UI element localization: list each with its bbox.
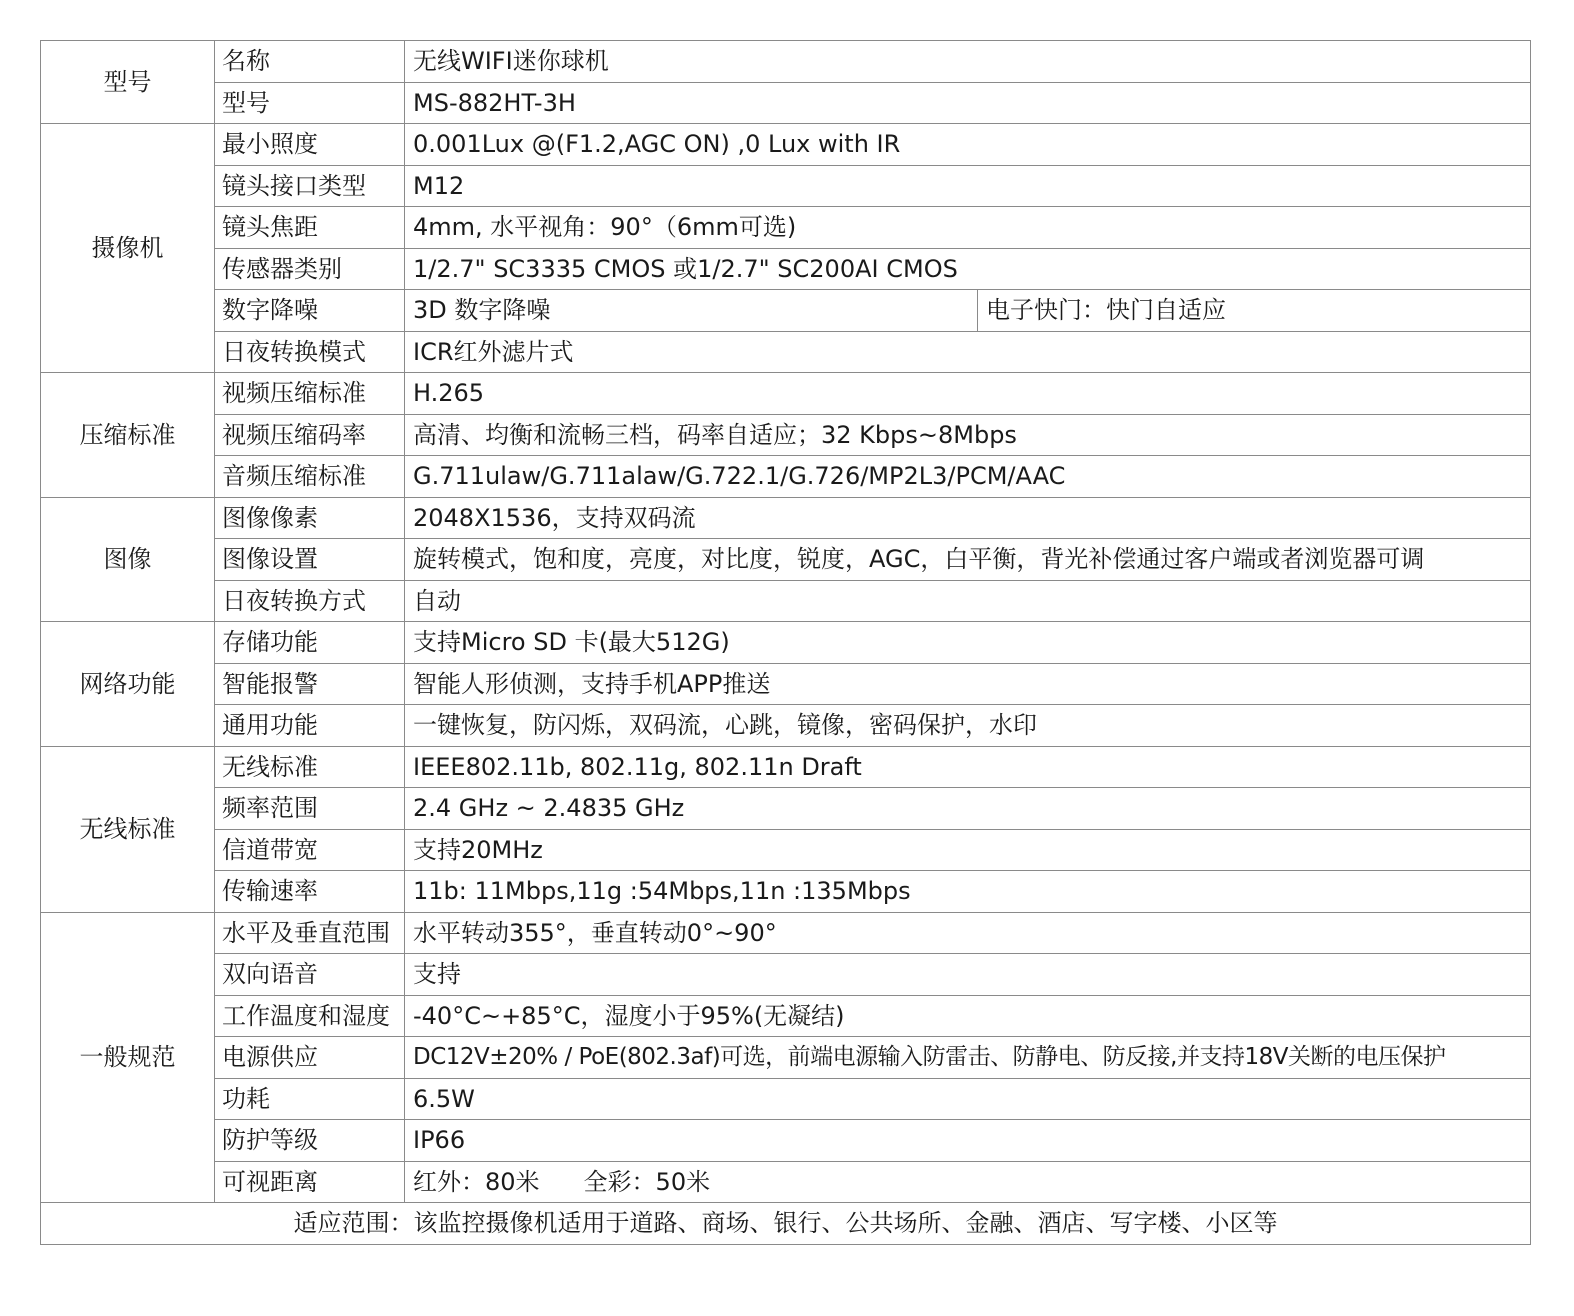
spec-value: ICR红外滤片式: [405, 331, 1531, 373]
table-row: [41, 497, 1531, 539]
table-row: [41, 871, 1531, 913]
spec-label: 型号: [215, 82, 405, 124]
group-label-image: 图像: [41, 497, 215, 622]
spec-label: 日夜转换方式: [215, 580, 405, 622]
table-row: [41, 373, 1531, 415]
spec-label: 日夜转换模式: [215, 331, 405, 373]
spec-value: 高清、均衡和流畅三档，码率自适应；32 Kbps~8Mbps: [405, 414, 1531, 456]
spec-value: 水平转动355°，垂直转动0°~90°: [405, 912, 1531, 954]
table-row: [41, 331, 1531, 373]
spec-value: 6.5W: [405, 1078, 1531, 1120]
spec-value: 一键恢复，防闪烁，双码流，心跳，镜像，密码保护，水印: [405, 705, 1531, 747]
table-row: [41, 995, 1531, 1037]
spec-value: 无线WIFI迷你球机: [405, 41, 1531, 83]
spec-label: 图像设置: [215, 539, 405, 581]
spec-label: 通用功能: [215, 705, 405, 747]
spec-label: 水平及垂直范围: [215, 912, 405, 954]
table-row: [41, 1037, 1531, 1079]
table-row: [41, 663, 1531, 705]
spec-label: 工作温度和湿度: [215, 995, 405, 1037]
table-row: [41, 954, 1531, 996]
table-row: [41, 622, 1531, 664]
spec-label: 名称: [215, 41, 405, 83]
spec-value-distance: [405, 1161, 1531, 1203]
table-row: [41, 165, 1531, 207]
spec-label: 功耗: [215, 1078, 405, 1120]
spec-label: 传感器类别: [215, 248, 405, 290]
spec-label: 存储功能: [215, 622, 405, 664]
spec-value: H.265: [405, 373, 1531, 415]
spec-label: 视频压缩码率: [215, 414, 405, 456]
spec-table: [40, 40, 1531, 1245]
table-row: [41, 1078, 1531, 1120]
spec-label: 双向语音: [215, 954, 405, 996]
spec-value: 支持20MHz: [405, 829, 1531, 871]
spec-value: 3D 数字降噪: [405, 290, 978, 332]
spec-value: 支持: [405, 954, 1531, 996]
spec-label: 图像像素: [215, 497, 405, 539]
spec-value-infrared: 红外：80米: [413, 1167, 540, 1196]
spec-value-extra: 电子快门：快门自适应: [978, 290, 1531, 332]
group-label-compression: 压缩标准: [41, 373, 215, 498]
table-row: [41, 1161, 1531, 1203]
spec-label: 最小照度: [215, 124, 405, 166]
table-row: [41, 829, 1531, 871]
application-scope: 适应范围：该监控摄像机适用于道路、商场、银行、公共场所、金融、酒店、写字楼、小区等: [41, 1203, 1531, 1245]
spec-value: MS-882HT-3H: [405, 82, 1531, 124]
spec-value: -40°C~+85°C，湿度小于95%(无凝结): [405, 995, 1531, 1037]
table-row: [41, 456, 1531, 498]
spec-label: 视频压缩标准: [215, 373, 405, 415]
table-row: [41, 705, 1531, 747]
group-label-general: 一般规范: [41, 912, 215, 1203]
table-row: [41, 82, 1531, 124]
spec-value: 支持Micro SD 卡(最大512G): [405, 622, 1531, 664]
table-row: [41, 912, 1531, 954]
spec-value: IEEE802.11b, 802.11g, 802.11n Draft: [405, 746, 1531, 788]
table-row: [41, 207, 1531, 249]
group-label-wireless: 无线标准: [41, 746, 215, 912]
group-label-model: 型号: [41, 41, 215, 124]
table-row: [41, 290, 1531, 332]
spec-label: 传输速率: [215, 871, 405, 913]
table-row: [41, 1120, 1531, 1162]
spec-label: 信道带宽: [215, 829, 405, 871]
table-row: [41, 414, 1531, 456]
spec-label: 数字降噪: [215, 290, 405, 332]
spec-value: 11b: 11Mbps,11g :54Mbps,11n :135Mbps: [405, 871, 1531, 913]
spec-label: 智能报警: [215, 663, 405, 705]
spec-value: 2.4 GHz ~ 2.4835 GHz: [405, 788, 1531, 830]
spec-value: 4mm, 水平视角：90°（6mm可选): [405, 207, 1531, 249]
spec-value: 0.001Lux @(F1.2,AGC ON) ,0 Lux with IR: [405, 124, 1531, 166]
group-label-network: 网络功能: [41, 622, 215, 747]
spec-label: 镜头接口类型: [215, 165, 405, 207]
spec-value: M12: [405, 165, 1531, 207]
table-row: [41, 580, 1531, 622]
spec-label: 频率范围: [215, 788, 405, 830]
spec-label: 音频压缩标准: [215, 456, 405, 498]
spec-value: 自动: [405, 580, 1531, 622]
spec-value: 2048X1536，支持双码流: [405, 497, 1531, 539]
table-row: [41, 746, 1531, 788]
spec-value: 旋转模式，饱和度，亮度，对比度，锐度，AGC，白平衡，背光补偿通过客户端或者浏览器可调: [405, 539, 1531, 581]
spec-label: 可视距离: [215, 1161, 405, 1203]
table-row: [41, 124, 1531, 166]
spec-label: 电源供应: [215, 1037, 405, 1079]
spec-value: IP66: [405, 1120, 1531, 1162]
table-row: [41, 788, 1531, 830]
spec-value: DC12V±20% / PoE(802.3af)可选，前端电源输入防雷击、防静电、防反接,并支持18V关断的电压保护: [405, 1037, 1531, 1079]
spec-value: 1/2.7" SC3335 CMOS 或1/2.7" SC200AI CMOS: [405, 248, 1531, 290]
table-row-footer: [41, 1203, 1531, 1245]
spec-value-fullcolor: 全彩：50米: [583, 1167, 711, 1196]
spec-label: 防护等级: [215, 1120, 405, 1162]
table-row: [41, 248, 1531, 290]
group-label-camera: 摄像机: [41, 124, 215, 373]
spec-value: G.711ulaw/G.711alaw/G.722.1/G.726/MP2L3/PCM/AAC: [405, 456, 1531, 498]
spec-table-body: [41, 41, 1531, 1245]
spec-value: 智能人形侦测，支持手机APP推送: [405, 663, 1531, 705]
spec-label: 镜头焦距: [215, 207, 405, 249]
table-row: [41, 41, 1531, 83]
table-row: [41, 539, 1531, 581]
spec-label: 无线标准: [215, 746, 405, 788]
